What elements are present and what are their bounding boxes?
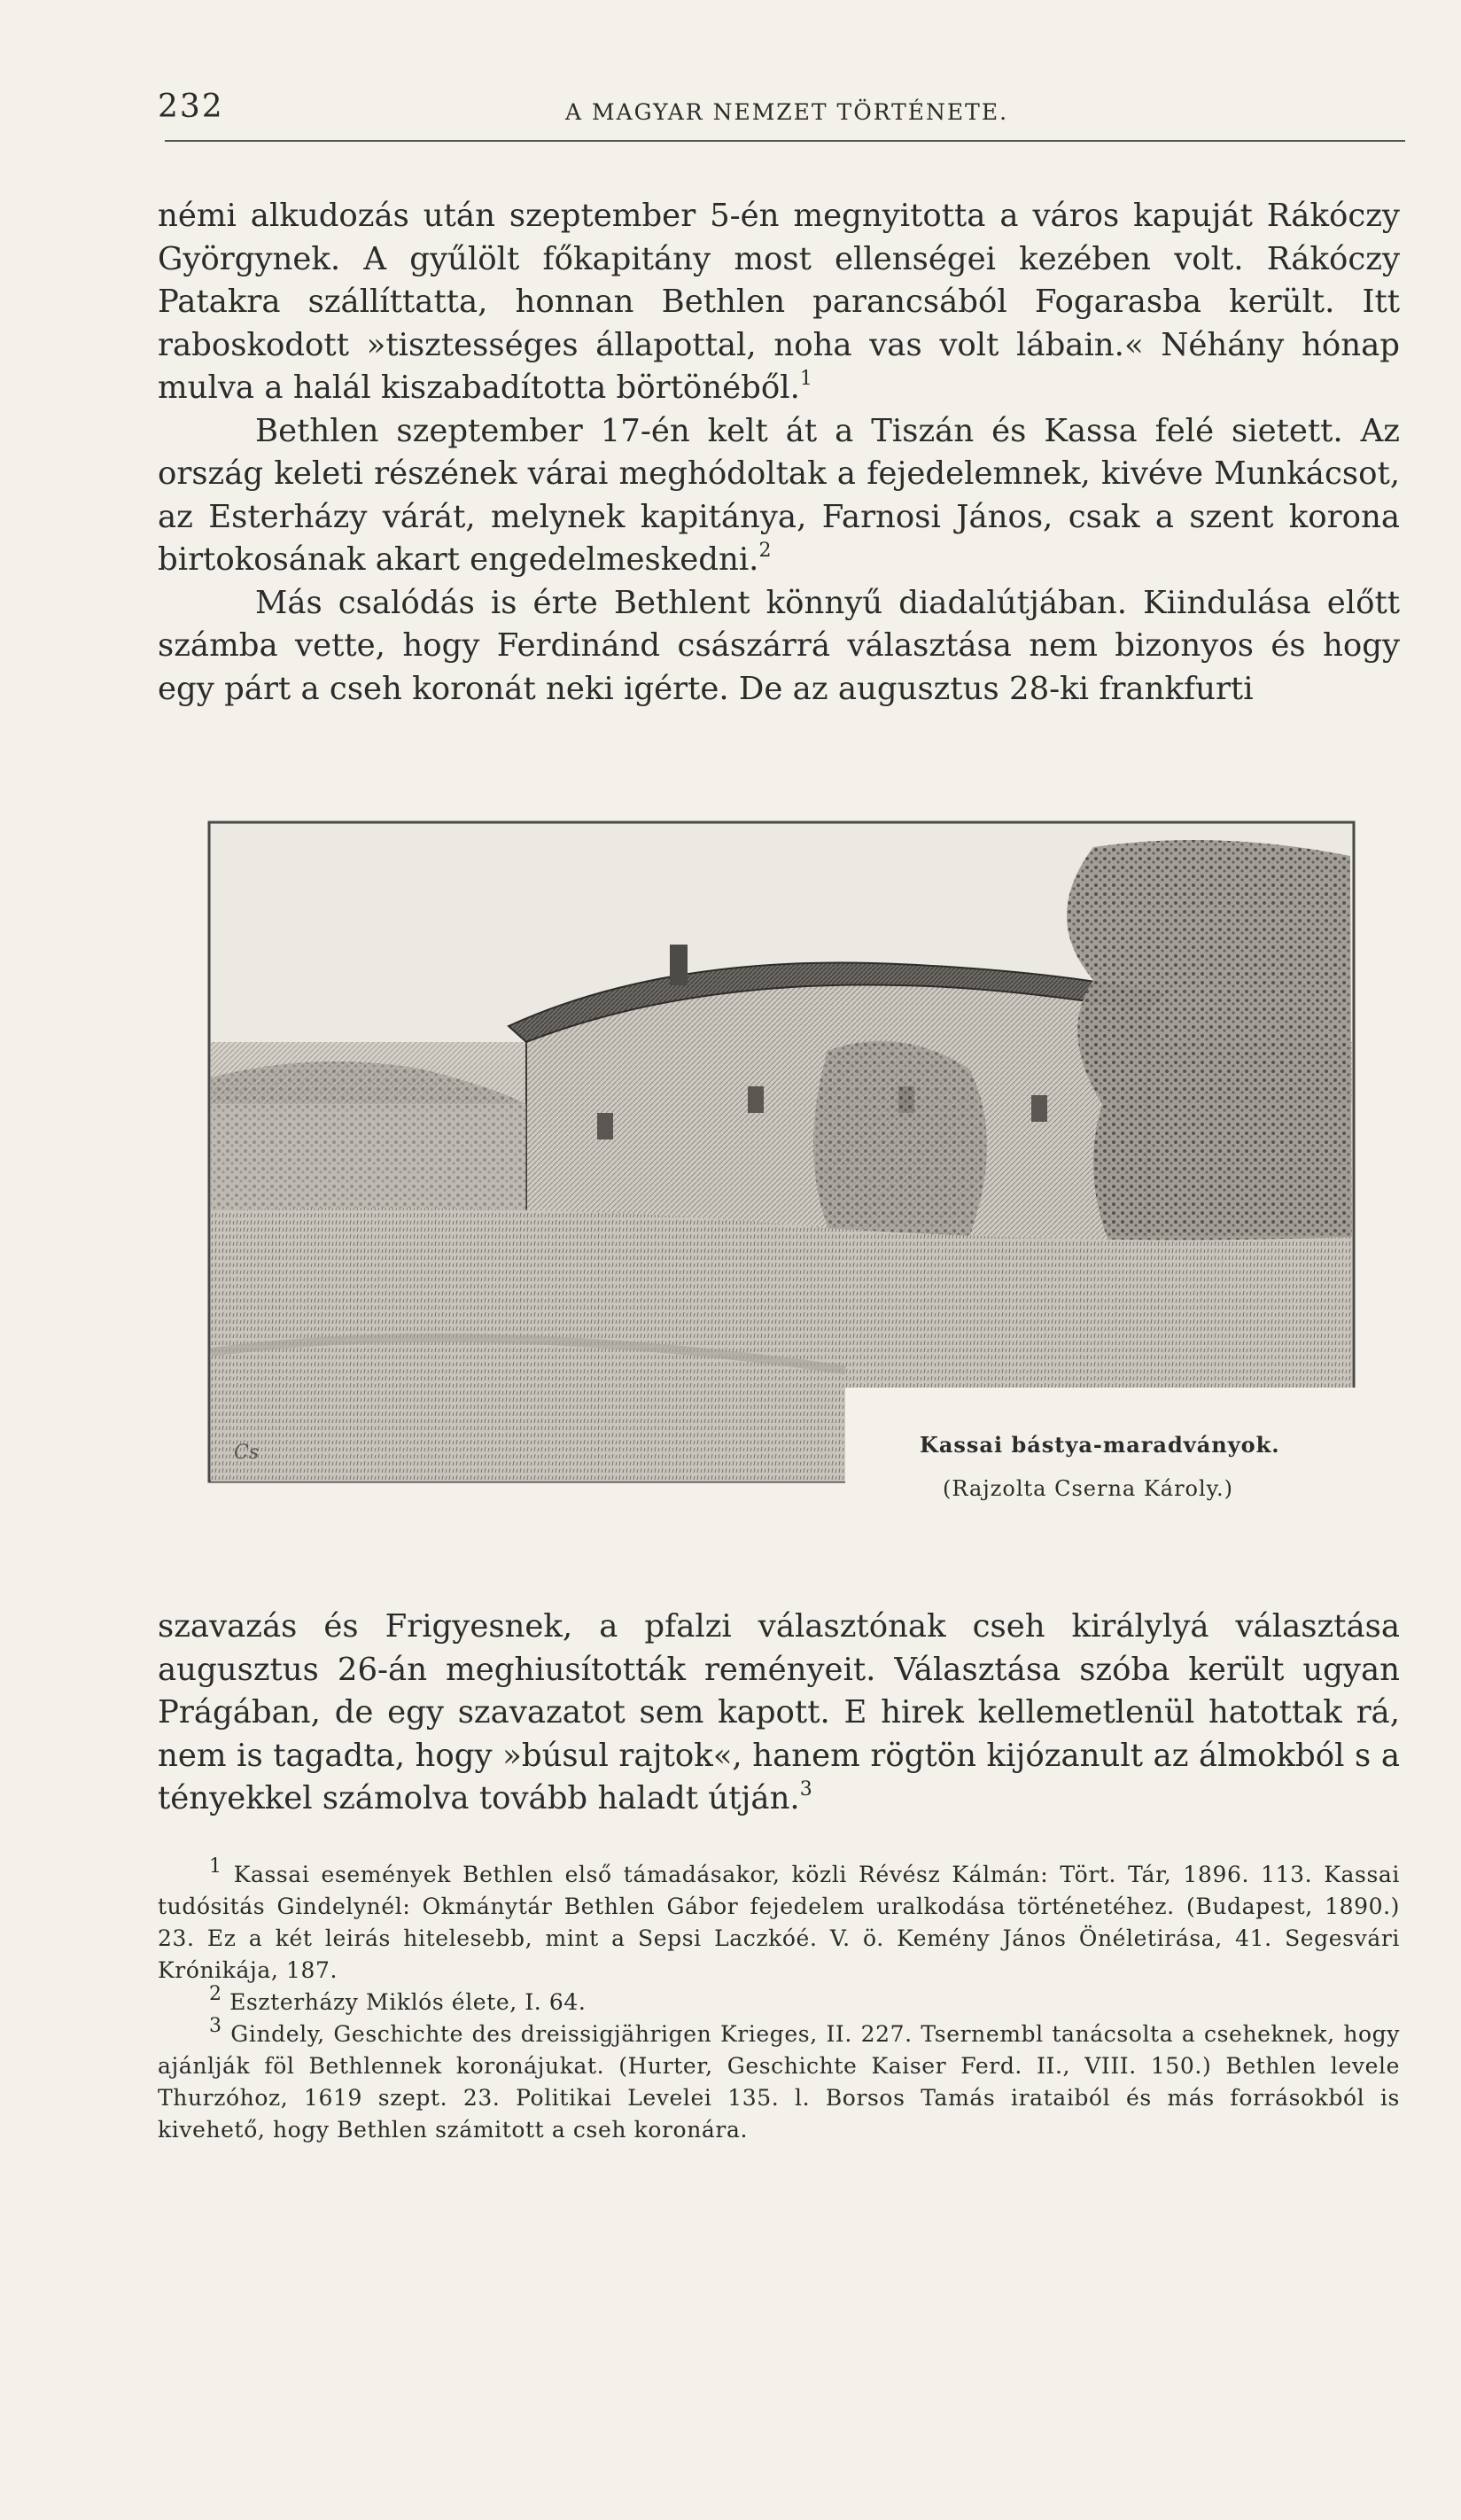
footnote-mark: 1 — [209, 1855, 222, 1878]
footnote-ref-3: 3 — [799, 1778, 812, 1801]
footnote-mark: 2 — [209, 1982, 222, 2005]
body-text-bottom — [158, 1606, 1400, 1821]
footnote-2 — [158, 1982, 1400, 2018]
caption-credit: (Rajzolta Cserna Károly.) — [943, 1476, 1234, 1501]
footnote-1 — [158, 1855, 1401, 1987]
paragraph-4 — [158, 1606, 1400, 1821]
header-rule — [165, 140, 1405, 142]
illustration-figure — [207, 821, 1356, 1501]
page-header — [158, 89, 1407, 142]
paragraph-3: Más csalódás is érte Bethlent könnyű diadalútjában. Kiindulása előtt számba vette, hogy Ferdinánd császárrá választása nem bizonyos és hogy egy párt a cseh koronát neki igérte. De az augusztus 28-ki frankfurti — [158, 584, 1400, 707]
paragraph-1-text: némi alkudozás után szeptember 5-én megnyitotta a város kapuját Rákóczy Györgynek. A gyűlölt főkapitány most ellenségei kezében volt. Rákóczy Patakra szállíttatta, honnan Bethlen parancsából Fogarasba került. Itt raboskodott »tisztességes állapottal, noha vas volt lábain.« Néhány hónap mulva a halál kiszabadította börtönéből. — [158, 198, 1400, 406]
page-number: 232 — [158, 89, 224, 125]
paragraph-1 — [158, 195, 1400, 410]
paragraph-4-text: szavazás és Frigyesnek, a pfalzi választónak cseh királylyá választása augusztus 26-án meghiusították reményeit. Választása szóba került ugyan Prágában, de egy szavazatot sem kapott. E hirek kellemetlenül hatottak rá, nem is tagadta, hogy »búsul rajtok«, hanem rögtön kijózanult az álmokból s a tényekkel számolva tovább haladt útján. — [158, 1608, 1400, 1816]
footnote-ref-1: 1 — [799, 368, 812, 391]
engraving-image — [207, 821, 1356, 1483]
footnote-3 — [158, 2014, 1401, 2146]
body-text-top — [158, 195, 1400, 711]
footnotes — [158, 1855, 1401, 2146]
caption-title: Kassai bástya-maradványok. — [920, 1432, 1280, 1458]
footnote-ref-2: 2 — [758, 540, 772, 563]
footnote-text: Gindely, Geschichte des dreissigjährigen Krieges, II. 227. Tsernembl tanácsolta a cseheknek, hogy ajánlják föl Bethlennek koronájukat. (Hurter, Geschichte Kaiser Ferd. II., VIII. 150.) Bethlen levele Thurzóhoz, 1619 szept. 23. Politikai Levelei 135. l. Borsos Tamás irataiból és más forrásokból is kivehető, hogy Bethlen számitott a cseh koronára. — [158, 2021, 1401, 2143]
footnote-text: Kassai események Bethlen első támadásakor, közli Révész Kálmán: Tört. Tár, 1896. 113. Kassai tudósitás Gindelynél: Okmánytár Bethlen Gábor fejedelem uralkodása történetéhez. (Budapest, 1890.) 23. Ez a két leirás hitelesebb, mint a Sepsi Laczkóé. V. ö. Kemény János Önéletirása, 41. Segesvári Krónikája, 187. — [158, 1862, 1401, 1983]
paragraph-2 — [158, 410, 1400, 582]
footnote-mark: 3 — [209, 2014, 222, 2037]
paragraph-2-text: Bethlen szeptember 17-én kelt át a Tiszán és Kassa felé sietett. Az ország keleti részének várai meghódoltak a fejedelemnek, kivéve Munkácsot, az Esterházy várát, melynek kapitánya, Farnosi János, csak a szent korona birtokosának akart engedelmeskedni. — [158, 412, 1400, 578]
artist-signature: Cs — [234, 1442, 260, 1464]
footnote-text: Eszterházy Miklós élete, I. 64. — [229, 1989, 587, 2015]
running-title: A MAGYAR NEMZET TÖRTÉNETE. — [565, 99, 1009, 125]
